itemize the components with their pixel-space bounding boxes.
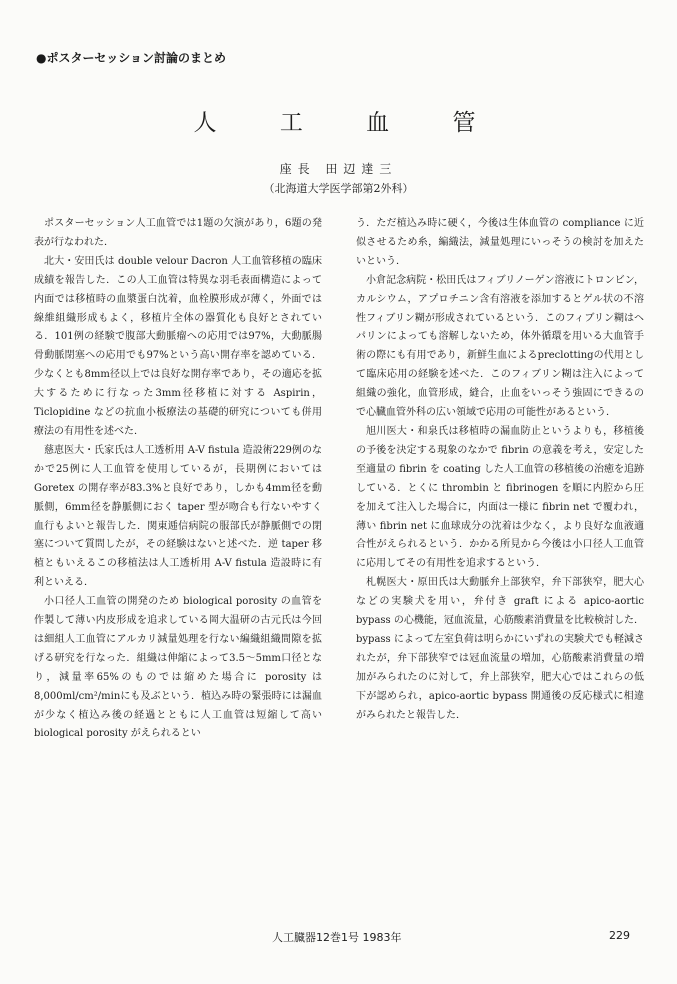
author: 座長 田辺達三 — [279, 162, 398, 176]
journal-citation: 人工臓器12巻1号 1983年 — [272, 931, 402, 944]
paragraph: 小倉記念病院・松田氏はフィブリノーゲン溶液にトロンビン，カルシウム，アプロチニン含有溶液を添加するとゲル状の不溶性フィブリン糊が形成されているという．このフィブリン糊はヘパリンによっても溶解しないため，体外循環を用いる大血管手術の際にも有用であり，新鮮生血によるpreclottingの代用として臨床応用の経験を述べた．このフィブリン糊は注入によって組織の強化，血管形成，縫合，止血をいっそう強固にできるので心臓血管外科の広い領域で応用の可能性があるという． — [356, 274, 644, 419]
paragraph: 慈恵医大・氏家氏は人工透析用 A-V fistula 造設術229例のなかで25例に人工血管を使用しているが，長期例においては Goretex の開存率が83.3%と良好であり，しかも4mm径を動脈側，6mm径を静脈側におく taper 型が吻合も行ないやすく血行もよいと報告した．関東逓信病院の服部氏が静脈側での閉塞について質問したが，その経験はないと述べた．逆 taper 移植ともいえるこの移植法は人工透析用 A-V fistula 造設時に有利といえる． — [34, 444, 322, 589]
paragraph: 旭川医大・和泉氏は移植時の漏血防止というよりも，移植後の予後を決定する現象のなかで fibrin の意義を考え，安定した至適量の fibrin を coating した人工血管の移植後の治癒を追跡している．とくに thrombin と fibrinogen を順に内腔から圧を加えて注入した場合に，内面は一様に fibrin net で覆われ，薄い fibrin net に血球成分の沈着は少なく，より良好な血液適合性がえられるという．かかる所見から今後は小口径人工血管に応用してその有用性を追求するという． — [356, 425, 644, 570]
section-header: ●ポスターセッション討論のまとめ — [36, 51, 226, 65]
paragraph: ポスターセッション人工血管では1題の欠演があり，6題の発表が行なわれた． — [34, 218, 322, 248]
right-column — [356, 215, 644, 725]
left-column — [34, 215, 322, 744]
paragraph: 小口径人工血管の開発のため biological porosity の血管を作製して薄い内皮形成を追求している岡大温研の古元氏は今回は細組人工血管にアルカリ減量処理を行ない編織組織間隙を拡げる研究を行なった．組織は伸縮によって3.5〜5mm口径となり，減量率65%のものでは縮めた場合に porosity は8,000ml/cm²/minにも及ぶという．植込み時の緊張時には漏血が少なく植込み後の経過とともに人工血管は短縮して高い biological porosity がえられるとい — [34, 596, 322, 740]
paragraph: 札幌医大・原田氏は大動脈弁上部狭窄，弁下部狭窄，肥大心などの実験犬を用い，弁付き graft による apico-aortic bypass の心機能，冠血流量，心筋酸素消費量を比較検討した．bypass によって左室負荷は明らかにいずれの実験犬でも軽減されたが，弁下部狭窄では冠血流量の増加，心筋酸素消費量の増加がみられたのに対して，弁上部狭窄，肥大心ではこれらの低下が認められ，apico-aortic bypass 開通後の反応様式に相違がみられたと報告した． — [356, 577, 644, 721]
article-title: 人 工 血 管 — [193, 110, 504, 136]
paragraph: う．ただ植込み時に硬く，今後は生体血管の compliance に近似させるため糸，編織法，減量処理にいっそうの検討を加えたいという． — [356, 218, 644, 267]
page-number: 229 — [609, 929, 630, 942]
paragraph: 北大・安田氏は double velour Dacron 人工血管移植の臨床成績を報告した．この人工血管は特異な羽毛表面構造によって内面では移植時の血漿蛋白沈着，血栓膜形成が薄く，外面では線維組織形成もよく，移植片全体の器質化も良好とされている．101例の経験で腹部大動脈瘤への応用では97%，大動脈腸骨動脈閉塞への応用でも97%という高い開存率を認めている．少なくとも8mm径以上では良好な開存率であり，その適応を拡大するために行なった3mm径移植に対する Aspirin，Ticlopidine などの抗血小板療法の基礎的研究についても併用療法の有用性を述べた． — [34, 255, 322, 437]
affiliation: （北海道大学医学部第2外科） — [263, 182, 414, 195]
